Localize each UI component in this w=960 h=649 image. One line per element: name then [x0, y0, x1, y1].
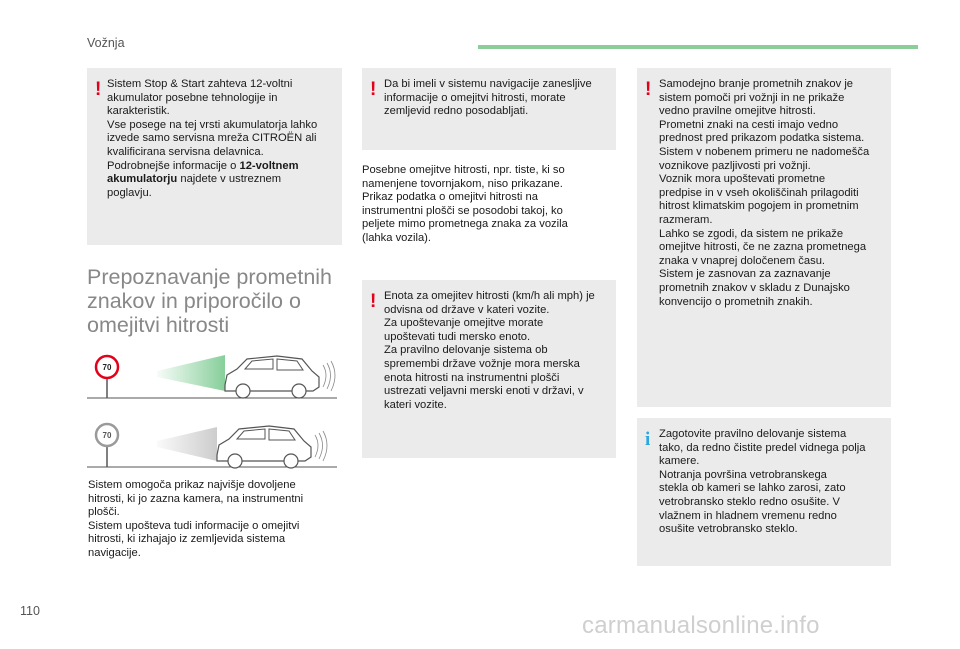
note-line: omejitve hitrosti, če ne zazna prometnega — [659, 241, 867, 254]
heading-line: omejitvi hitrosti — [87, 313, 230, 337]
note-line: ustrezati veljavni merski enoti v državi, v — [384, 385, 584, 398]
note-line: Enota za omejitev hitrosti (km/h ali mph) je — [384, 290, 595, 302]
warning-icon: ! — [95, 79, 102, 100]
note-text — [659, 428, 889, 537]
note-line: predpise in v vseh okoliščinah prilagoditi — [659, 186, 859, 199]
heading-line: znakov in priporočilo o — [87, 289, 301, 313]
note-bold: 12-voltnem — [239, 159, 299, 172]
note-box-speed-unit — [362, 280, 616, 458]
traffic-sign-recognition-illustration — [87, 345, 339, 470]
note-line: Zagotovite pravilno delovanje sistema — [659, 428, 847, 440]
note-line: upoštevati tudi mersko enoto. — [384, 330, 531, 343]
note-line: Da bi imeli v sistemu navigacije zanesljive — [384, 78, 592, 90]
body-line: navigacije. — [88, 546, 141, 559]
section-accent-bar — [478, 45, 918, 49]
body-line: Posebne omejitve hitrosti, npr. tiste, ki so — [362, 164, 565, 176]
note-line: Voznik mora upoštevati prometne — [659, 173, 826, 186]
heading-line: Prepoznavanje prometnih — [87, 265, 333, 289]
note-line: Notranja površina vetrobranskega — [659, 468, 827, 481]
note-line: kvalificirana servisna delavnica. — [107, 145, 264, 158]
scene-detected — [87, 355, 337, 398]
note-box-recognition-warning — [637, 68, 891, 407]
note-line: osušite vetrobransko steklo. — [659, 523, 798, 536]
note-line: Sistem v nobenem primeru ne nadomešča — [659, 145, 870, 158]
note-bold: akumulatorju — [107, 173, 178, 186]
note-line: izvede samo servisna mreža CITROËN ali — [107, 132, 317, 145]
note-line: Lahko se zgodi, da sistem ne prikaže — [659, 227, 844, 240]
body-text-col1 — [88, 479, 348, 561]
note-line: informacije o omejitvi hitrosti, morate — [384, 91, 566, 104]
note-line: znaka v vnaprej določenem času. — [659, 254, 826, 267]
note-line: prometnih znakov v skladu z Dunajsko — [659, 281, 850, 294]
warning-icon: ! — [370, 79, 377, 100]
note-line: Sistem je zasnovan za zaznavanje — [659, 268, 831, 281]
note-box-navigation — [362, 68, 616, 150]
note-line: hitrost klimatskim pogojem in prometnim — [659, 200, 859, 213]
note-box-stop-start — [87, 68, 342, 245]
note-text — [659, 78, 889, 309]
body-line: Sistem omogoča prikaz najvišje dovoljene — [88, 479, 296, 491]
note-line: Samodejno branje prometnih znakov je — [659, 78, 854, 90]
car-icon — [225, 356, 319, 398]
note-fragment: Podrobnejše informacije o — [107, 159, 240, 172]
note-line: vlažnem in hladnem vremenu redno — [659, 509, 837, 522]
note-line: akumulator posebne tehnologije in — [107, 91, 278, 104]
note-line: sistem pomoči pri vožnji in ne prikaže — [659, 91, 845, 104]
note-line: poglavju. — [107, 186, 152, 199]
note-text — [384, 78, 614, 119]
note-line: Za pravilno delovanje sistema ob — [384, 344, 548, 357]
body-text-col2 — [362, 164, 616, 246]
note-text — [107, 78, 339, 200]
note-line: kamere. — [659, 455, 700, 468]
note-line: Sistem Stop & Start zahteva 12-voltni — [107, 78, 293, 90]
body-line: hitrosti, ki jo zazna kamera, na instrumentni — [88, 492, 304, 505]
note-box-camera-info — [637, 418, 891, 566]
body-line: namenjene tovornjakom, niso prikazane. — [362, 177, 563, 190]
body-line: instrumentni plošči se posodobi takoj, ko — [362, 204, 563, 217]
note-line: enota hitrosti na instrumentni plošči — [384, 371, 560, 384]
note-line: voznikove pazljivosti pri vožnji. — [659, 159, 811, 172]
body-line: hitrosti, ki izhajajo iz zemljevida sistema — [88, 533, 286, 546]
body-line: Sistem upošteva tudi informacije o omejitvi — [88, 519, 300, 532]
note-line: karakteristik. — [107, 105, 170, 118]
note-line: kateri vozite. — [384, 398, 447, 411]
note-line: Prometni znaki na cesti imajo vedno — [659, 118, 839, 131]
car-icon — [217, 426, 311, 468]
page-number: 110 — [20, 604, 40, 618]
scene-passed — [87, 424, 337, 468]
note-line: odvisna od države v kateri vozite. — [384, 303, 550, 316]
note-line — [107, 160, 339, 174]
note-line: konvencijo o prometnih znakih. — [659, 295, 813, 308]
note-line: Vse posege na tej vrsti akumulatorja lahko — [107, 118, 318, 131]
note-line: razmeram. — [659, 213, 713, 226]
note-line: prednost pred prikazom podatka sistema. — [659, 132, 865, 145]
body-line: plošči. — [88, 506, 120, 519]
note-line: tako, da redno čistite predel vidnega polja — [659, 441, 866, 454]
speed-sign-value: 70 — [102, 363, 112, 372]
note-fragment: najdete v ustreznem — [177, 173, 282, 186]
note-line: zemljevid redno posodabljati. — [384, 105, 529, 118]
speed-sign-value: 70 — [102, 431, 112, 440]
camera-beam — [157, 427, 217, 461]
note-line: Za upoštevanje omejitve morate — [384, 317, 544, 330]
note-line: vedno pravilne omejitve hitrosti. — [659, 105, 816, 118]
note-line: vetrobransko steklo redno osušite. V — [659, 495, 840, 508]
body-line: Prikaz podatka o omejitvi hitrosti na — [362, 191, 538, 204]
page-heading — [87, 265, 357, 337]
note-line: stekla ob kameri se lahko zarosi, zato — [659, 482, 846, 495]
note-text — [384, 290, 614, 412]
body-line: peljete mimo prometnega znaka za vozila — [362, 218, 568, 231]
note-line: spremembi države vožnje mora merska — [384, 357, 580, 370]
note-line — [107, 173, 339, 187]
warning-icon: ! — [645, 79, 652, 100]
info-icon: i — [645, 429, 651, 450]
warning-icon: ! — [370, 291, 377, 312]
camera-beam — [157, 355, 225, 391]
watermark-link[interactable]: carmanualsonline.info — [582, 612, 820, 639]
section-title: Vožnja — [87, 36, 125, 50]
body-line: (lahka vozila). — [362, 231, 432, 244]
